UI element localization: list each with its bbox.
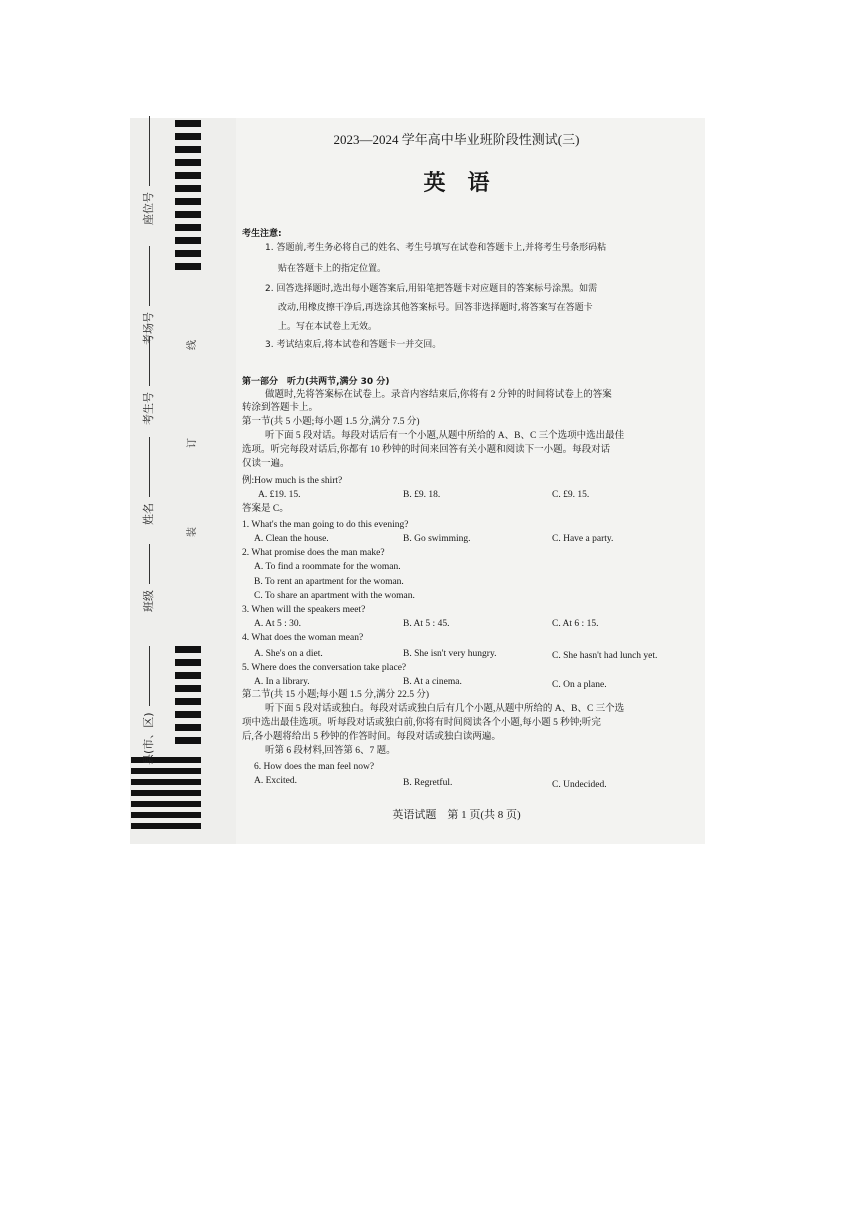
section2-intro: 后,各小题将给出 5 秒钟的作答时间。每段对话或独白读两遍。 [242, 732, 501, 742]
section2-heading: 第二节(共 15 小题;每小题 1.5 分,满分 22.5 分) [242, 690, 430, 700]
binding-field-class: 班级 [140, 544, 156, 612]
notice-item: 3. 考试结束后,将本试卷和答题卡一并交回。 [265, 340, 442, 350]
question: 2. What promise does the man make? [242, 548, 385, 558]
section1-intro: 听下面 5 段对话。每段对话后有一个小题,从题中所给的 A、B、C 三个选项中选出最佳 [265, 431, 625, 441]
part1-heading: 第一部分 听力(共两节,满分 30 分) [242, 377, 390, 387]
binding-field-name: 姓名 [140, 437, 156, 525]
page-footer: 英语试题 第 1 页(共 8 页) [392, 809, 521, 821]
option: B. To rent an apartment for the woman. [254, 577, 404, 587]
option: A. To find a roommate for the woman. [254, 562, 401, 572]
notice-item: 上。写在本试卷上无效。 [278, 322, 378, 332]
option: A. Clean the house. [254, 534, 329, 544]
option: C. Undecided. [552, 780, 607, 790]
option: A. She's on a diet. [254, 649, 323, 659]
section2-intro: 听第 6 段材料,回答第 6、7 题。 [265, 746, 396, 756]
option: A. At 5 : 30. [254, 619, 301, 629]
section2-intro: 听下面 5 段对话或独白。每段对话或独白后有几个小题,从题中所给的 A、B、C 三个选 [265, 704, 625, 714]
section1-intro: 仅读一遍。 [242, 459, 290, 469]
binding-field-student-id: 考生号 [140, 336, 156, 425]
option: A. Excited. [254, 776, 298, 786]
question: 4. What does the woman mean? [242, 633, 364, 643]
section2-intro: 项中选出最佳选项。听每段对话或独白前,你将有时间阅读各个小题,每小题 5 秒钟;听完 [242, 718, 601, 728]
option: C. Have a party. [552, 534, 614, 544]
part1-intro: 转涂到答题卡上。 [242, 403, 319, 413]
section1-intro: 选项。听完每段对话后,你都有 10 秒钟的时间来回答有关小题和阅读下一小题。每段对话 [242, 445, 611, 455]
question: 1. What's the man going to do this evening? [242, 520, 409, 530]
option: C. £9. 15. [552, 490, 590, 500]
notice-item: 1. 答题前,考生务必将自己的姓名、考生号填写在试卷和答题卡上,并将考生号条形码粘 [265, 243, 607, 253]
option: A. £19. 15. [258, 490, 301, 500]
notice-item: 2. 回答选择题时,选出每小题答案后,用铅笔把答题卡对应题目的答案标号涂黑。如需 [265, 284, 598, 294]
option: B. £9. 18. [403, 490, 441, 500]
example-answer: 答案是 C。 [242, 504, 289, 514]
option: C. On a plane. [552, 680, 607, 690]
option: B. Regretful. [403, 778, 453, 788]
question: 6. How does the man feel now? [254, 762, 375, 772]
cut-mark-fold: 装 [187, 527, 198, 537]
subject-title: 英 语 [423, 171, 490, 196]
example-question: 例:How much is the shirt? [242, 476, 343, 486]
section1-heading: 第一节(共 5 小题;每小题 1.5 分,满分 7.5 分) [242, 417, 420, 427]
cut-mark-line: 线 [187, 340, 198, 350]
notice-item: 贴在答题卡上的指定位置。 [278, 264, 387, 274]
option: A. In a library. [254, 677, 310, 687]
binding-field-room: 考场号 [140, 246, 156, 345]
question: 3. When will the speakers meet? [242, 605, 366, 615]
binding-field-seat: 座位号 [140, 116, 156, 225]
cut-mark-bind: 订 [187, 438, 198, 448]
option: C. To share an apartment with the woman. [254, 591, 415, 601]
part1-intro: 做题时,先将答案标在试卷上。录音内容结束后,你将有 2 分钟的时间将试卷上的答案 [265, 390, 612, 400]
exam-title: 2023—2024 学年高中毕业班阶段性测试(三) [333, 132, 580, 147]
notice-item: 改动,用橡皮擦干净后,再选涂其他答案标号。回答非选择题时,将答案写在答题卡 [278, 303, 593, 313]
binding-field-county: 县(市、区) [140, 646, 156, 765]
option: B. At a cinema. [403, 677, 462, 687]
option: C. She hasn't had lunch yet. [552, 651, 658, 661]
notice-title: 考生注意: [242, 229, 282, 239]
binding-marker-bars-middle [175, 646, 201, 750]
option: B. At 5 : 45. [403, 619, 450, 629]
option: C. At 6 : 15. [552, 619, 599, 629]
binding-marker-bars-bottom [131, 757, 201, 834]
option: B. She isn't very hungry. [403, 649, 497, 659]
question: 5. Where does the conversation take place? [242, 663, 407, 673]
option: B. Go swimming. [403, 534, 471, 544]
